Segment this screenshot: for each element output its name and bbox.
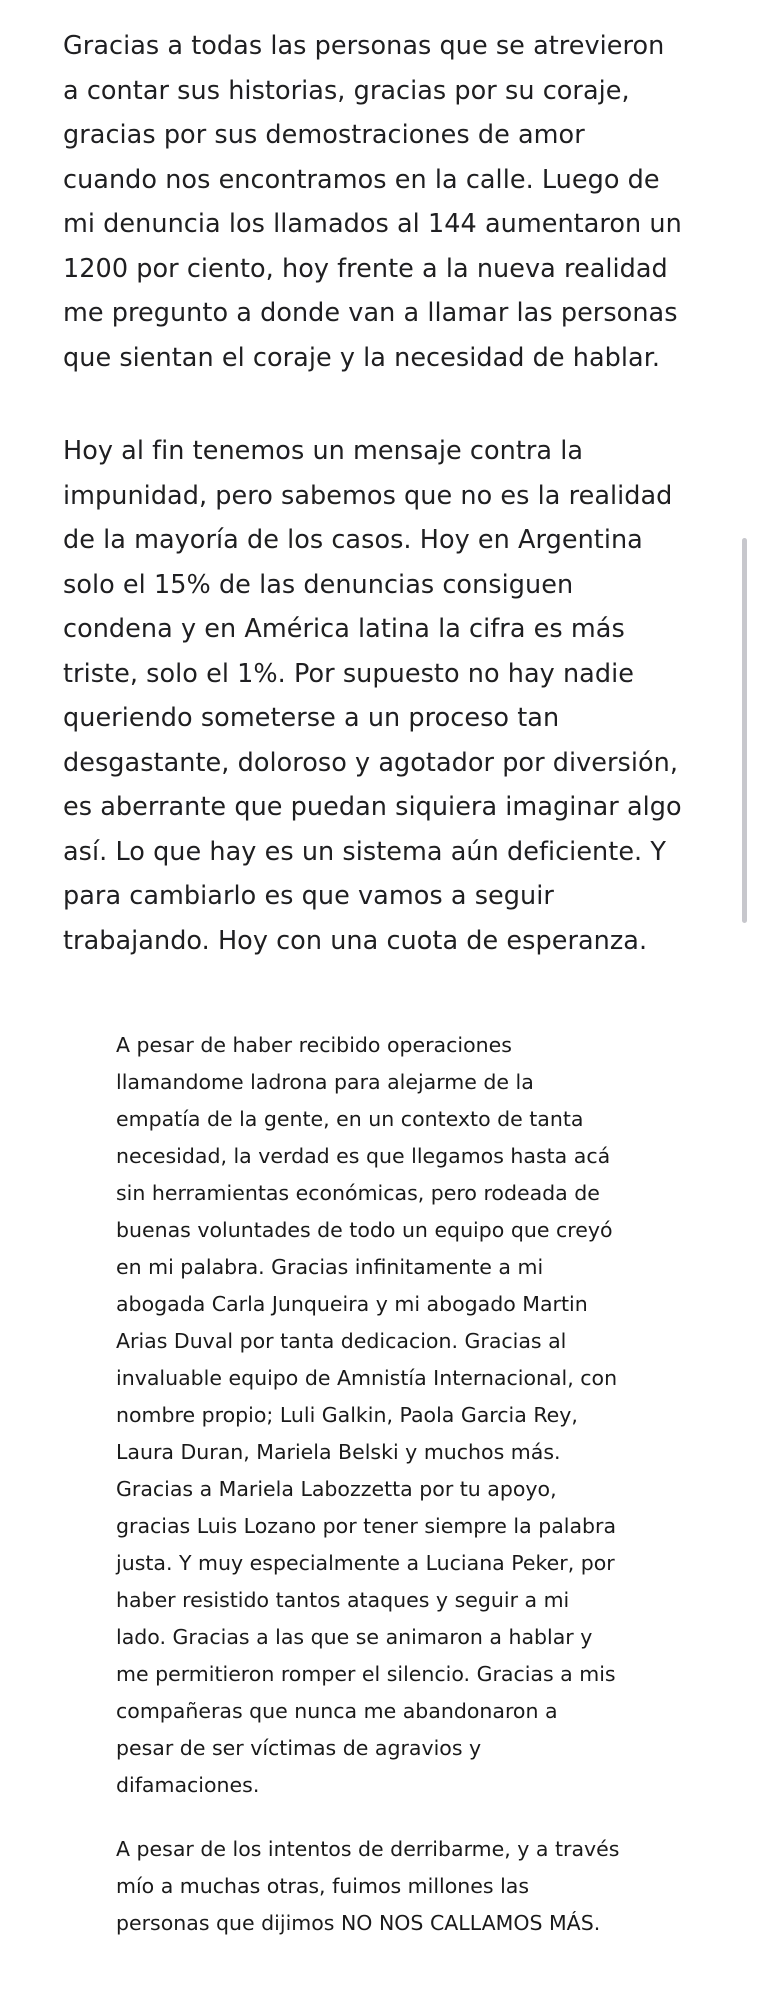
vertical-scrollbar[interactable] bbox=[742, 538, 747, 923]
quote-paragraph-thanks: A pesar de haber recibido operaciones llamandome ladrona para alejarme de la empatía de la gente, en un contexto de tanta necesidad, la verdad es que llegamos hasta acá sin herramientas económicas, pero rodeada de buenas voluntades de todo un equipo que creyó en mi palabra. Gracias infinitamente a mi abogada Carla Junqueira y mi abogado Martin Arias Duval por tanta dedicacion. Gracias al invaluable equipo de Amnistía Internacional, con nombre propio; Luli Galkin, Paola Garcia Rey, Laura Duran, Mariela Belski y muchos más. Gracias a Mariela Labozzetta por tu apoyo, gracias Luis Lozano por tener siempre la palabra justa. Y muy especialmente a Luciana Peker, por haber resistido tantos ataques y seguir a mi lado. Gracias a las que se animaron a hablar y me permitieron romper el silencio. Gracias a mis compañeras que nunca me abandonaron a pesar de ser víctimas de agravios y difamaciones. bbox=[116, 1033, 618, 1797]
paragraph-impunity: Hoy al fin tenemos un mensaje contra la impunidad, pero sabemos que no es la realidad de la mayoría de los casos. Hoy en Argentina solo el 15% de las denuncias consiguen condena y en América latina la cifra es más triste, solo el 1%. Por supuesto no hay nadie queriendo someterse a un proceso tan desgastante, doloroso y agotador por diversión, es aberrante que puedan siquiera imaginar algo así. Lo que hay es un sistema aún deficiente. Y para cambiarlo es que vamos a seguir trabajando. Hoy con una cuota de esperanza. bbox=[63, 436, 682, 956]
paragraph-gratitude: Gracias a todas las personas que se atrevieron a contar sus historias, gracias por su coraje, gracias por sus demostraciones de amor cuando nos encontramos en la calle. Luego de mi denuncia los llamados al 144 aumentaron un 1200 por ciento, hoy frente a la nueva realidad me pregunto a donde van a llamar las personas que sientan el coraje y la necesidad de hablar. bbox=[63, 31, 682, 373]
quote-paragraph-closing: A pesar de los intentos de derribarme, y a través mío a muchas otras, fuimos millones las personas que dijimos NO NOS CALLAMOS MÁS. bbox=[116, 1837, 620, 1935]
